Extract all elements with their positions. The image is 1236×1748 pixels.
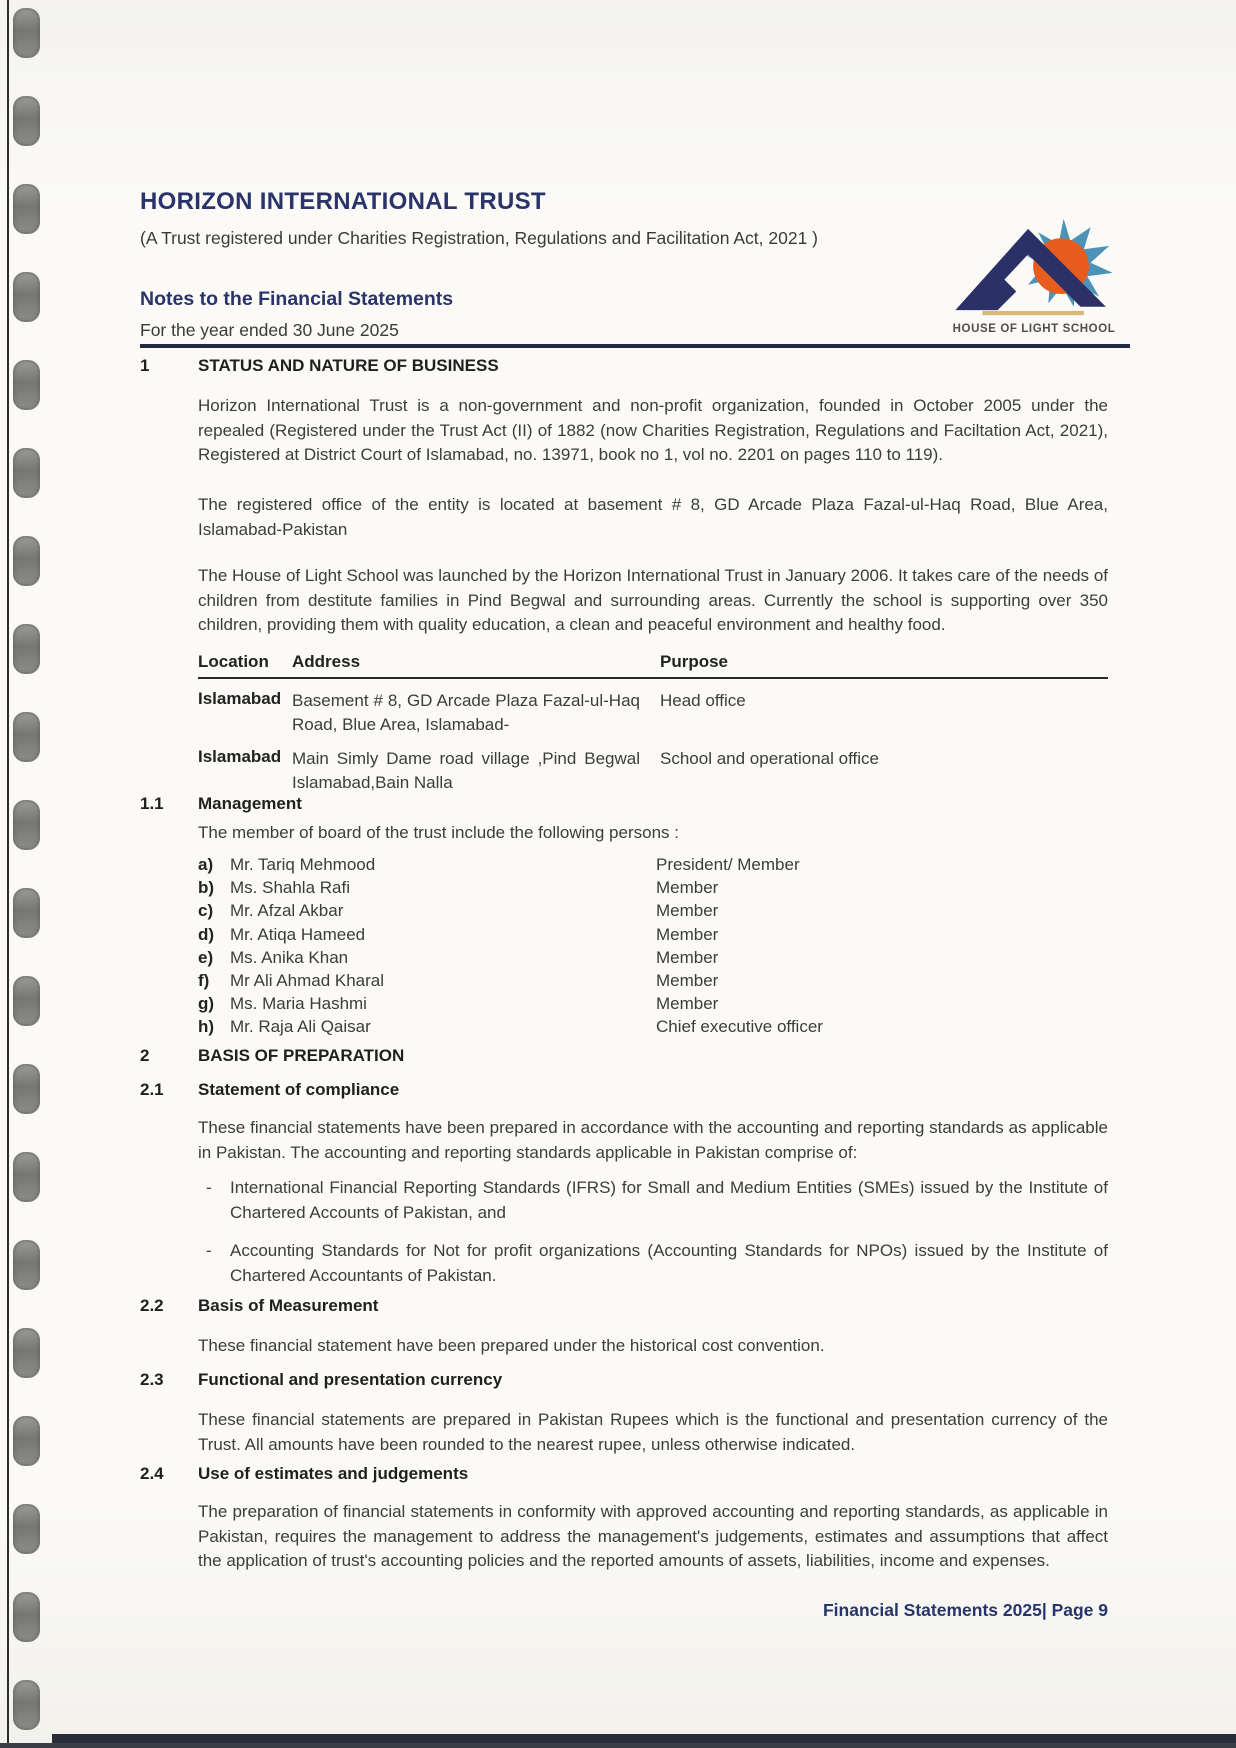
binding-hole [13,800,40,850]
section-2-2-para: These financial statement have been prepared under the historical cost convention. [198,1336,825,1355]
member-name: Mr. Atiqa Hameed [230,924,366,944]
header-rule [140,344,1130,348]
section-2-1-heading [140,1080,1108,1100]
org-subtitle: (A Trust registered under Charities Registration, Regulations and Facilitation Act, 2021 ) [140,228,818,248]
cell-purpose: Head office [660,691,746,710]
col-header-address: Address [292,652,361,671]
member-name: Mr. Tariq Mehmood [230,855,376,874]
section-1-heading [140,356,1108,376]
binding-hole [13,1504,40,1554]
offices-table-header [198,652,1108,679]
school-logo [938,212,1130,335]
section-number: 1 [140,356,150,375]
management-intro: The member of board of the trust include the following persons : [198,823,679,842]
section-1-para-3: The House of Light School was launched by the Horizon International Trust in January 2006. It takes care of the needs of children from destitute families in Pind Begwal and surrounding areas. Currently the school is supporting over 350 children, providing them with quality education, a clean and peaceful environment and healthy food. [198,566,1108,634]
binding-hole [13,1152,40,1202]
list-item [198,923,1108,946]
section-number: 2.3 [140,1370,164,1389]
house-of-light-logo-icon [938,212,1130,316]
section-2-1-para: These financial statements have been prepared in accordance with the accounting and reporting standards as applicable in Pakistan. The accounting and reporting standards applicable in Pakistan comprise of: [198,1118,1108,1162]
table-row [198,737,1108,795]
list-item [198,899,1108,922]
section-1-para-1: Horizon International Trust is a non-government and non-profit organization, founded in October 2005 under the repealed (Registered under the Trust Act (II) of 1882 (now Charities Registration, Regulations and Faciltation Act, 2021), Registered at District Court of Islamabad, no. 13971, book no 1, vol no. 2201 on pages 110 to 119). [198,396,1108,464]
list-item [198,992,1108,1015]
section-title: Use of estimates and judgements [198,1464,469,1483]
section-title: Basis of Measurement [198,1296,379,1315]
section-2-3-heading [140,1370,1108,1390]
logo-caption: HOUSE OF LIGHT SCHOOL [952,323,1116,335]
section-1-para-2: The registered office of the entity is located at basement # 8, GD Arcade Plaza Fazal-ul-Haq Road, Blue Area, Islamabad-Pakistan [198,495,1108,539]
member-name: Mr. Raja Ali Qaisar [230,1017,371,1037]
section-number: 1.1 [140,794,164,813]
section-number: 2.2 [140,1296,164,1315]
bullet-item: - International Financial Reporting Standards (IFRS) for Small and Medium Entities (SMEs) issued by the Institute of Chartered Accounts of Pakistan, and [198,1176,1108,1225]
section-2-heading [140,1046,1108,1066]
binding-hole [13,360,40,410]
binding-hole [13,712,40,762]
member-role: Member [656,971,719,991]
member-role: Chief executive officer [656,1017,823,1037]
section-2-2-heading [140,1296,1108,1316]
member-name: Ms. Shahla Rafi [230,878,350,898]
binding-hole [13,184,40,234]
member-letter: a) [198,855,214,874]
member-role: Member [656,924,719,944]
logo-baseline [982,311,1083,315]
member-name: Mr. Afzal Akbar [230,901,344,921]
cell-address: Basement # 8, GD Arcade Plaza Fazal-ul-Haq Road, Blue Area, Islamabad- [292,691,640,734]
cell-location: Islamabad [198,747,282,766]
offices-table [198,652,1108,795]
member-role: Member [656,901,719,921]
list-item [198,1015,1108,1038]
doc-title: Notes to the Financial Statements [140,288,454,310]
section-title: BASIS OF PREPARATION [198,1046,405,1065]
binding-hole [13,8,40,58]
binding-hole [13,448,40,498]
binding-hole [13,1680,40,1730]
member-letter: f) [198,971,210,991]
org-name: HORIZON INTERNATIONAL TRUST [140,188,546,215]
bullet-item: - Accounting Standards for Not for profit organizations (Accounting Standards for NPOs) issued by the Institute of Chartered Accountants of Pakistan. [198,1239,1108,1288]
binding-hole [13,272,40,322]
member-role: Member [656,947,719,967]
member-letter: c) [198,901,214,921]
col-header-purpose: Purpose [660,652,729,671]
section-2-4-heading [140,1464,1108,1484]
table-row [198,679,1108,737]
section-title: Management [198,794,302,813]
col-header-location: Location [198,652,269,671]
binding-hole [13,1592,40,1642]
binding-hole [13,1328,40,1378]
member-letter: b) [198,878,215,898]
cell-address: Main Simly Dame road village ,Pind Begwal Islamabad,Bain Nalla [292,749,640,792]
section-1-1-heading [140,794,1108,814]
list-item [198,876,1108,899]
member-letter: d) [198,924,215,944]
section-2-3-para: These financial statements are prepared in Pakistan Rupees which is the functional and presentation currency of the Trust. All amounts have been rounded to the nearest rupee, unless otherwise indicated. [198,1410,1108,1454]
doc-period: For the year ended 30 June 2025 [140,320,399,340]
scan-edge-line [7,0,9,1748]
binding-hole [13,1064,40,1114]
binding-hole [13,1240,40,1290]
binding-hole [13,976,40,1026]
section-title: Functional and presentation currency [198,1370,503,1389]
member-name: Ms. Anika Khan [230,947,349,967]
board-members-list [198,853,1108,1039]
scan-edge-bottom-inner [0,1743,1236,1748]
page-footer: Financial Statements 2025| Page 9 [822,1600,1108,1620]
member-letter: h) [198,1017,215,1037]
member-name: Ms. Maria Hashmi [230,994,367,1014]
binding-hole [13,96,40,146]
member-role: Member [656,878,719,898]
member-name: Mr Ali Ahmad Kharal [230,971,385,991]
list-item [198,946,1108,969]
section-2-4-para: The preparation of financial statements in conformity with approved accounting and reporting standards, as applicable in Pakistan, requires the management to address the management's judgements, estimates and assumptions that affect the application of trust's accounting policies and the reported amounts of assets, liabilities, income and expenses. [198,1502,1108,1570]
section-title: STATUS AND NATURE OF BUSINESS [198,356,499,375]
member-letter: g) [198,994,215,1014]
binding-hole [13,624,40,674]
cell-purpose: School and operational office [660,749,879,768]
list-item [198,853,1108,876]
binding-hole [13,1416,40,1466]
section-number: 2 [140,1046,150,1065]
section-number: 2.4 [140,1464,164,1483]
member-role: Member [656,994,719,1014]
binding-strip [0,0,60,1748]
list-item [198,969,1108,992]
binding-hole [13,536,40,586]
cell-location: Islamabad [198,689,282,708]
section-number: 2.1 [140,1080,164,1099]
section-title: Statement of compliance [198,1080,400,1099]
member-letter: e) [198,947,214,967]
binding-hole [13,888,40,938]
member-role: President/ Member [656,855,800,874]
